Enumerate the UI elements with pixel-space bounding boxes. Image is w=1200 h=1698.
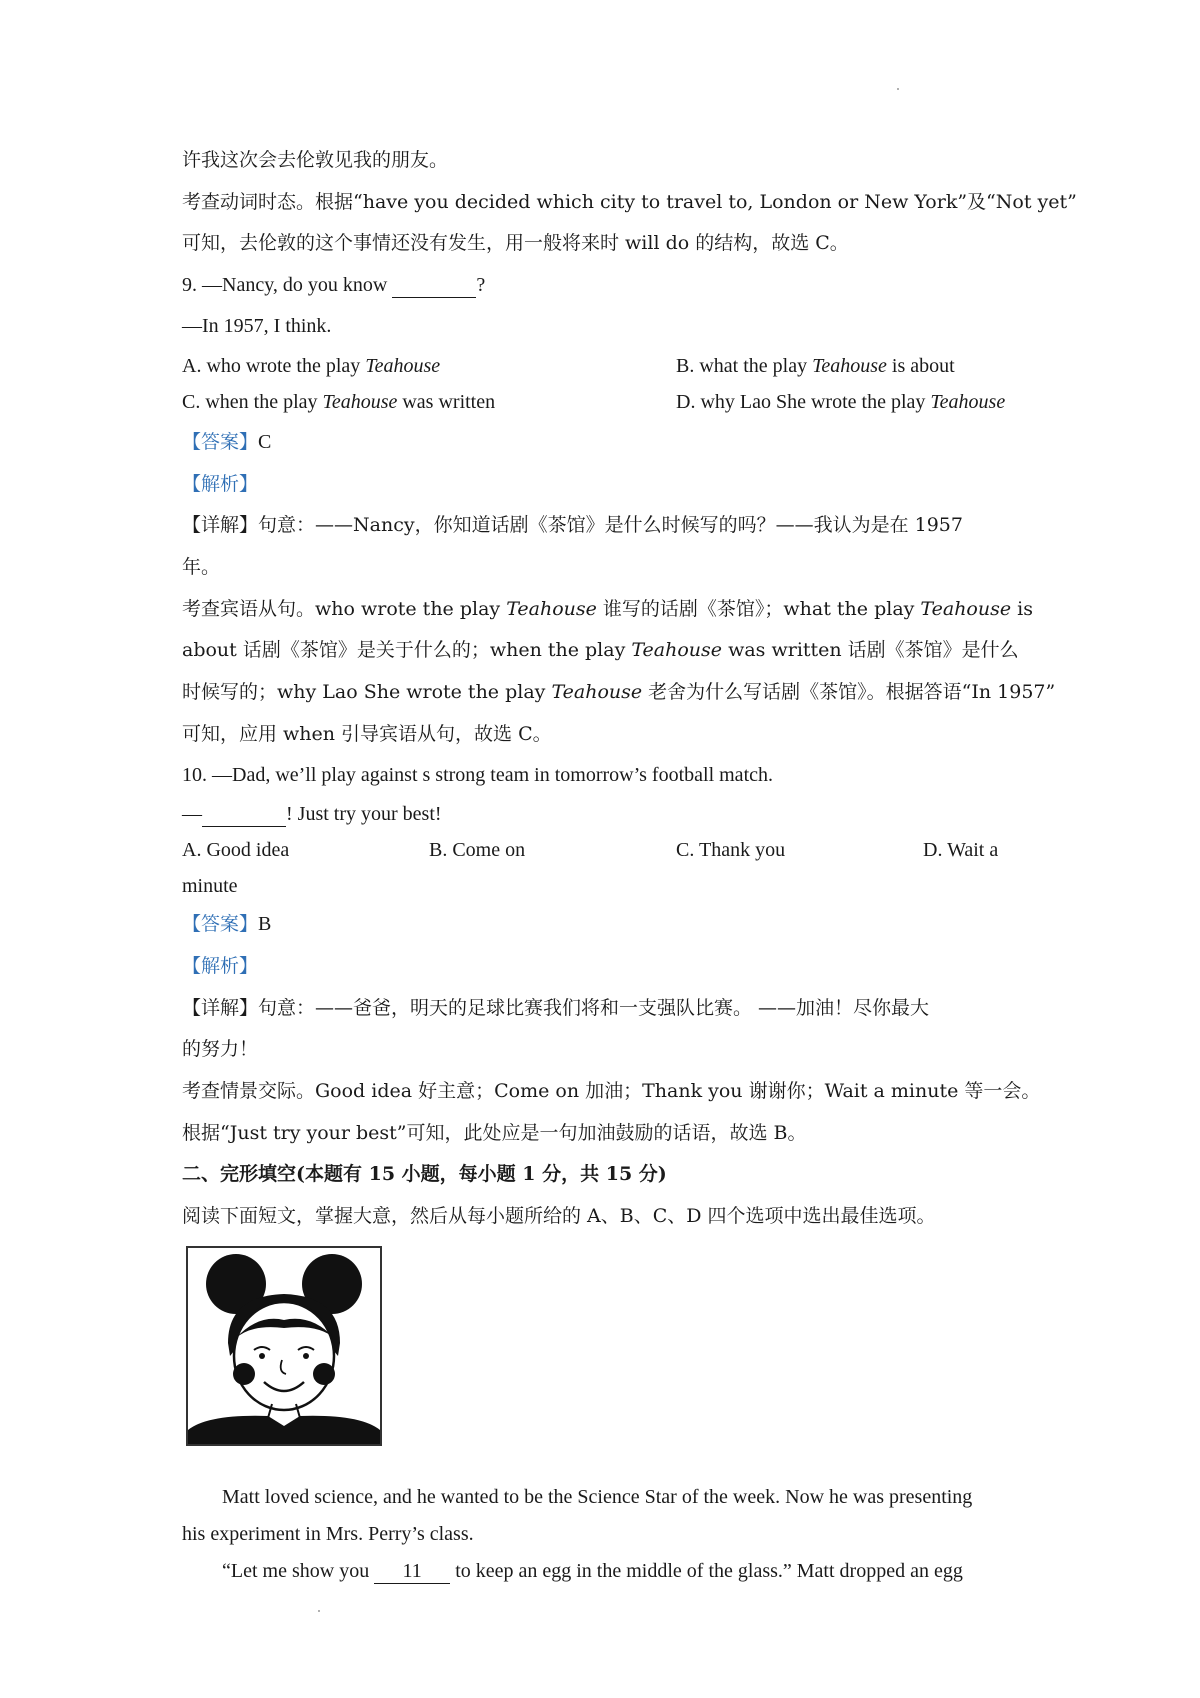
question-9-stem: 9. —Nancy, do you know [182,274,393,296]
explain-9-line: about 话剧《茶馆》是关于什么的；when the play Teahouse was written 话剧《茶馆》是什么 [182,639,1019,661]
section-instructions: 阅读下面短文，掌握大意，然后从每小题所给的 A、B、C、D 四个选项中选出最佳选项。 [182,1205,936,1227]
question-10: 10. —Dad, we’ll play against s strong team in tomorrow’s football match. [182,764,773,786]
answer-9 [182,430,271,454]
passage-line: “Let me show you 11 to keep an egg in the middle of the glass.” Matt dropped an egg [222,1560,963,1582]
answer-value: C [258,431,272,453]
text-line: 考查动词时态。根据“have you decided which city to travel to, London or New York”及“Not yet” [182,191,1077,213]
section-heading: 二、完形填空(本题有 15 小题，每小题 1 分，共 15 分) [182,1163,667,1185]
detail-tag: 【详解】 [182,514,259,536]
option-9d: D. why Lao She wrote the play Teahouse [676,391,1006,413]
option-10d: D. Wait a [923,839,999,861]
detail-tag: 【详解】 [182,997,259,1019]
answer-tag: 【答案】 [182,431,259,453]
answer-blank [392,273,476,298]
analysis-tag-9: 【解析】 [182,473,259,495]
answer-blank [202,802,286,827]
scan-speck [318,1610,320,1612]
detail-10-line: 的努力！ [182,1038,259,1060]
detail-9-line: 【详解】句意：——Nancy，你知道话剧《茶馆》是什么时候写的吗？——我认为是在 1957 [182,514,963,536]
question-9-reply: —In 1957, I think. [182,315,332,337]
option-9a: A. who wrote the play Teahouse [182,355,441,377]
cloze-blank-11: 11 [374,1559,450,1584]
question-9 [182,273,485,298]
explain-9-line: 可知，应用 when 引导宾语从句，故选 C。 [182,723,552,745]
explain-10-line: 根据“Just try your best”可知，此处应是一句加油鼓励的话语，故选 B。 [182,1122,807,1144]
passage-line: his experiment in Mrs. Perry’s class. [182,1523,474,1545]
explain-9-line: 考查宾语从句。who wrote the play Teahouse 谁写的话剧《茶馆》；what the play Teahouse is [182,598,1033,620]
scan-speck [897,88,899,90]
question-mark: ? [476,274,486,296]
detail-9-line: 年。 [182,556,221,578]
answer-value: B [258,913,272,935]
answer-tag: 【答案】 [182,913,259,935]
girl-drawing-icon [188,1248,380,1444]
option-10b: B. Come on [429,839,526,861]
illustration-girl [186,1246,382,1446]
passage-line: Matt loved science, and he wanted to be the Science Star of the week. Now he was presenting [222,1486,973,1508]
answer-10 [182,912,271,936]
text-line: 许我这次会去伦敦见我的朋友。 [182,149,449,171]
text-line: 可知，去伦敦的这个事情还没有发生，用一般将来时 will do 的结构，故选 C。 [182,232,849,254]
option-9b: B. what the play Teahouse is about [676,355,955,377]
analysis-tag-10: 【解析】 [182,955,259,977]
explain-9-line: 时候写的；why Lao She wrote the play Teahouse 老舍为什么写话剧《茶馆》。根据答语“In 1957” [182,681,1056,703]
option-10a: A. Good idea [182,839,290,861]
detail-10-line: 【详解】句意：——爸爸，明天的足球比赛我们将和一支强队比赛。 ——加油！尽你最大 [182,997,930,1019]
option-10d-cont: minute [182,875,238,897]
explain-10-line: 考查情景交际。Good idea 好主意；Come on 加油；Thank you 谢谢你；Wait a minute 等一会。 [182,1080,1041,1102]
option-10c: C. Thank you [676,839,786,861]
question-10-reply: — ! Just try your best! [182,803,442,825]
option-9c: C. when the play Teahouse was written [182,391,496,413]
